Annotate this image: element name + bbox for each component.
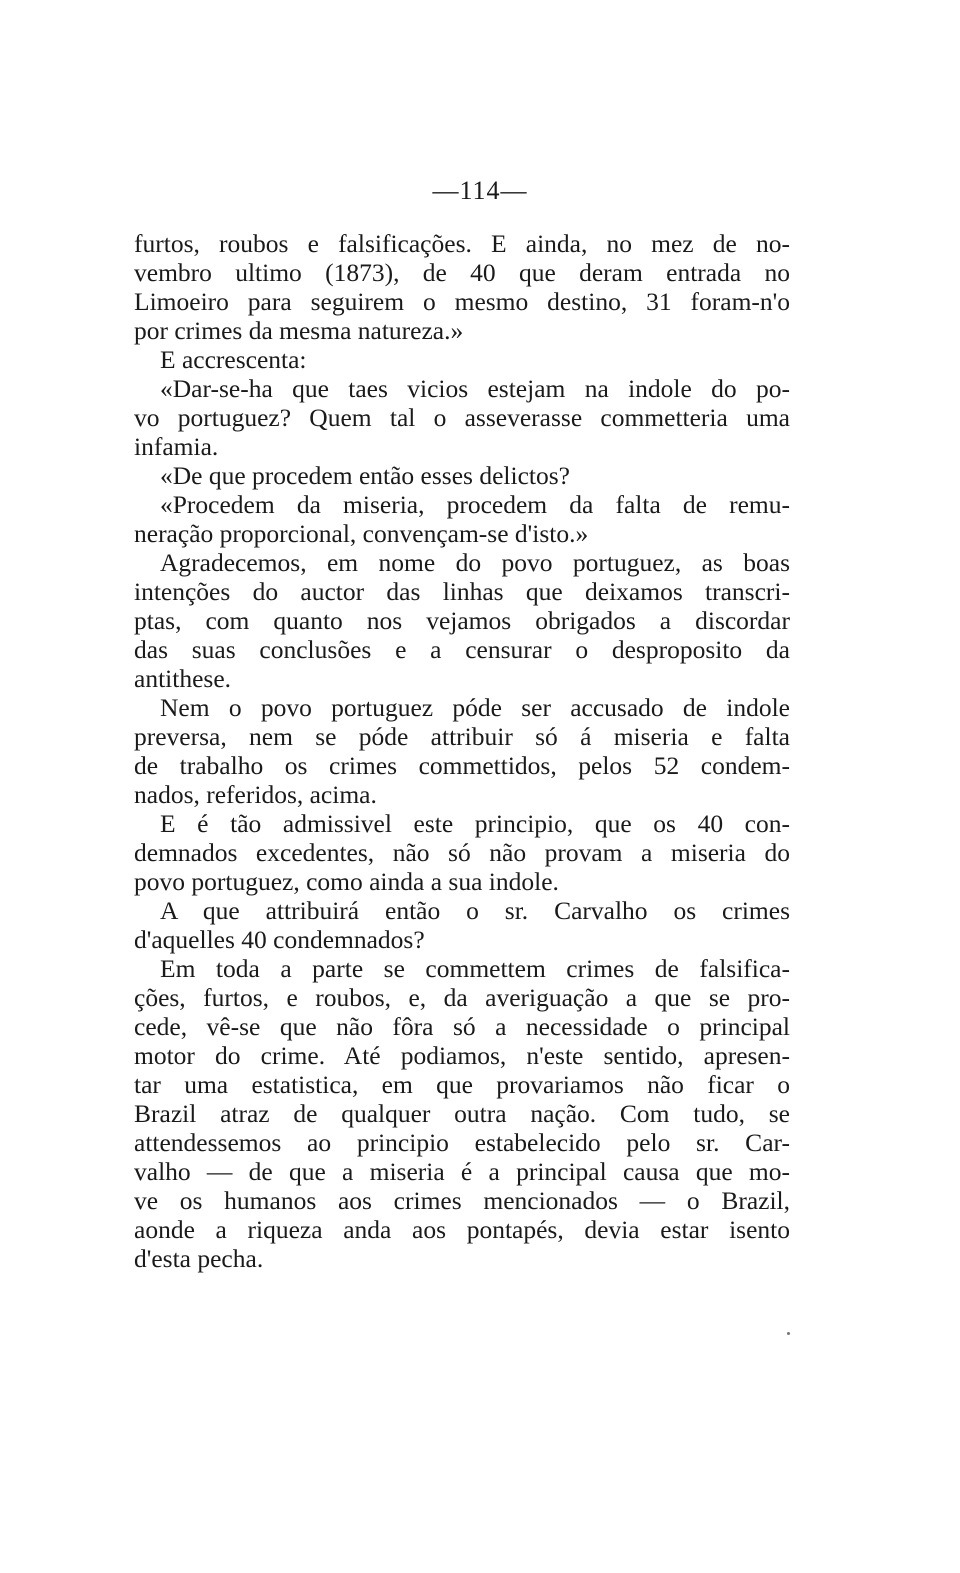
text-line: intenções do auctor das linhas que deixamos transcri- [134, 577, 790, 606]
text-line: Nem o povo portuguez póde ser accusado de indole [160, 693, 790, 722]
text-line: E accrescenta: [160, 345, 307, 374]
text-line: vo portuguez? Quem tal o asseverasse commetteria uma [134, 403, 790, 432]
text-line: A que attribuirá então o sr. Carvalho os crimes [160, 896, 790, 925]
text-line: attendessemos ao principio estabelecido pelo sr. Car- [134, 1128, 790, 1157]
text-line: antithese. [134, 664, 232, 693]
body-text [134, 229, 790, 1273]
text-line: nados, referidos, acima. [134, 780, 377, 809]
text-line: das suas conclusões e a censurar o desproposito da [134, 635, 790, 664]
text-line: furtos, roubos e falsificações. E ainda, no mez de no- [134, 229, 790, 258]
text-line: neração proporcional, convençam-se d'isto.» [134, 519, 589, 548]
text-line: motor do crime. Até podiamos, n'este sentido, apresen- [134, 1041, 790, 1070]
text-line: Brazil atraz de qualquer outra nação. Com tudo, se [134, 1099, 790, 1128]
text-line: tar uma estatistica, em que provariamos não ficar o [134, 1070, 790, 1099]
text-line: povo portuguez, como ainda a sua indole. [134, 867, 559, 896]
text-line: «Dar-se-ha que taes vicios estejam na indole do po- [160, 374, 790, 403]
text-line: cede, vê-se que não fôra só a necessidade o principal [134, 1012, 790, 1041]
text-line: «De que procedem então esses delictos? [160, 461, 570, 490]
text-line: E é tão admissivel este principio, que os 40 con- [160, 809, 790, 838]
text-line: demnados excedentes, não só não provam a miseria do [134, 838, 790, 867]
text-line: «Procedem da miseria, procedem da falta de remu- [160, 490, 790, 519]
text-line: vembro ultimo (1873), de 40 que deram entrada no [134, 258, 790, 287]
text-line: Em toda a parte se commettem crimes de falsifica- [160, 954, 790, 983]
text-line: infamia. [134, 432, 219, 461]
ink-speck [787, 1332, 790, 1335]
page-number: —114— [432, 176, 528, 205]
text-line: Limoeiro para seguirem o mesmo destino, 31 foram-n'o [134, 287, 790, 316]
text-line: ções, furtos, e roubos, e, da averiguação a que se pro- [134, 983, 790, 1012]
text-line: preversa, nem se póde attribuir só á miseria e falta [134, 722, 790, 751]
text-line: aonde a riqueza anda aos pontapés, devia estar isento [134, 1215, 790, 1244]
text-line: Agradecemos, em nome do povo portuguez, as boas [160, 548, 790, 577]
text-line: ve os humanos aos crimes mencionados — o Brazil, [134, 1186, 790, 1215]
text-line: d'esta pecha. [134, 1244, 264, 1273]
text-line: ptas, com quanto nos vejamos obrigados a discordar [134, 606, 790, 635]
text-line: por crimes da mesma natureza.» [134, 316, 464, 345]
text-line: d'aquelles 40 condemnados? [134, 925, 425, 954]
text-line: valho — de que a miseria é a principal causa que mo- [134, 1157, 790, 1186]
text-line: de trabalho os crimes commettidos, pelos 52 condem- [134, 751, 790, 780]
